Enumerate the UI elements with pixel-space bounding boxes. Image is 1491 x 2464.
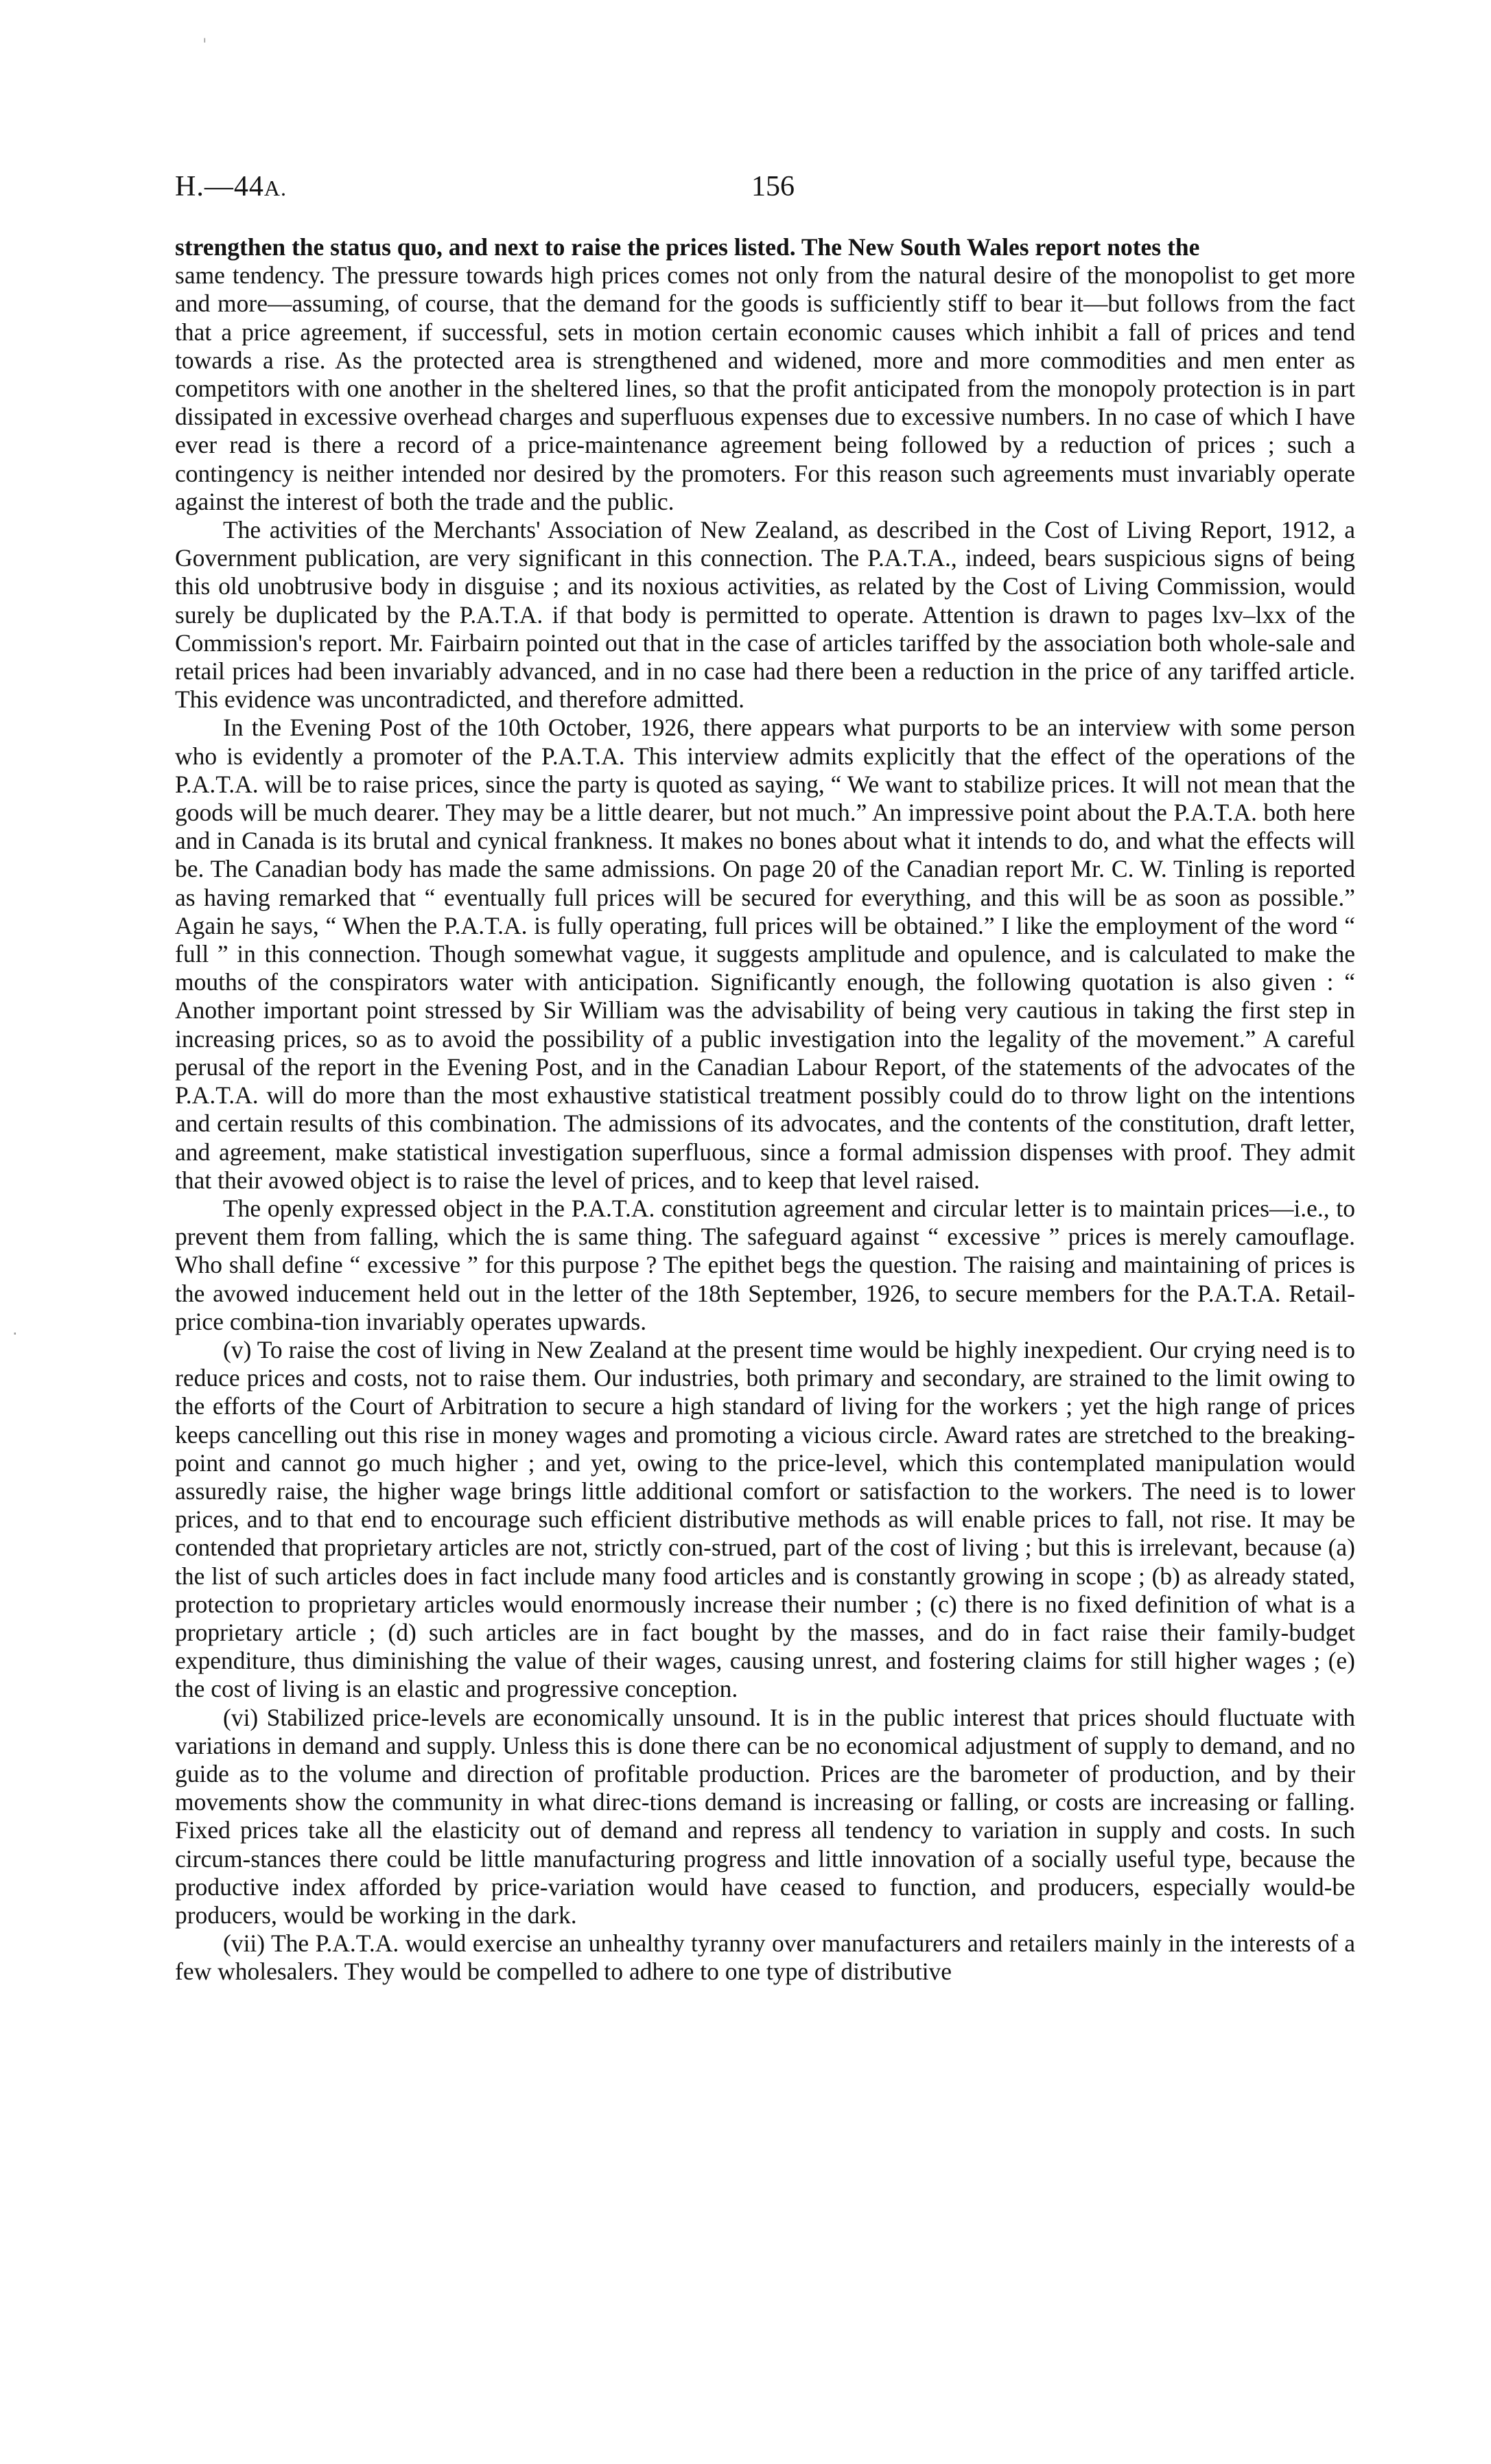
document-reference-main: H.—44 [175, 171, 264, 202]
paragraph: (vii) The P.A.T.A. would exercise an unhealthy tyranny over manufacturers and retailers mainly in the interests of a few wholesalers. They would be compelled to adhere to one type of distributive [175, 1929, 1355, 1986]
scan-speck-mark: · [12, 1324, 18, 1344]
page-header [175, 170, 1355, 211]
paragraph: The openly expressed object in the P.A.T.A. constitution agreement and circular letter is to maintain prices—i.e., to prevent them from falling, which the is same thing. The safeguard against “ excessive ” prices is merely camouflage. Who shall define “ excessive ” for this purpose ? The epithet begs the question. The raising and maintaining of prices is the avowed inducement held out in the letter of the 18th September, 1926, to secure members for the P.A.T.A. Retail-price combina-tion invariably operates upwards. [175, 1194, 1355, 1335]
paragraph: The activities of the Merchants' Association of New Zealand, as described in the Cost of Living Report, 1912, a Government publication, are very significant in this connection. The P.A.T.A., indeed, bears suspicious signs of being this old unobtrusive body in disguise ; and its noxious activities, as related by the Cost of Living Commission, would surely be duplicated by the P.A.T.A. if that body is permitted to operate. Attention is drawn to pages lxv–lxx of the Commission's report. Mr. Fairbairn pointed out that in the case of articles tariffed by the association both whole-sale and retail prices had been invariably advanced, and in no case had there been a reduction in the price of any tariffed article. This evidence was uncontradicted, and therefore admitted. [175, 516, 1355, 714]
paragraph: (vi) Stabilized price-levels are economically unsound. It is in the public interest that prices should fluctuate with variations in demand and supply. Unless this is done there can be no economical adjustment of supply to demand, and no guide as to the volume and direction of profitable production. Prices are the barometer of production, and by their movements show the community in what direc-tions demand is increasing or falling, or costs are increasing or falling. Fixed prices take all the elasticity out of demand and repress all tendency to variation in supply and costs. In such circum-stances there could be little manufacturing progress and little innovation of a socially useful type, because the productive index afforded by price-variation would have ceased to function, and producers, especially would-be producers, would be working in the dark. [175, 1703, 1355, 1929]
document-reference-suffix: A. [263, 176, 287, 200]
paragraph: In the Evening Post of the 10th October, 1926, there appears what purports to be an interview with some person who is evidently a promoter of the P.A.T.A. This interview admits explicitly that the effect of the operations of the P.A.T.A. will be to raise prices, since the party is quoted as saying, “ We want to stabilize prices. It will not mean that the goods will be much dearer. They may be a little dearer, but not much.” An impressive point about the P.A.T.A. both here and in Canada is its brutal and cynical frankness. It makes no bones about what it intends to do, and what the effects will be. The Canadian body has made the same admissions. On page 20 of the Canadian report Mr. C. W. Tinling is reported as having remarked that “ eventually full prices will be secured for everything, and this will be as soon as possible.” Again he says, “ When the P.A.T.A. is fully operating, full prices will be obtained.” I like the employment of the word “ full ” in this connection. Though somewhat vague, it suggests amplitude and opulence, and is calculated to make the mouths of the conspirators water with anticipation. Significantly enough, the following quotation is also given : “ Another important point stressed by Sir William was the advisability of being very cautious in taking the first step in increasing prices, so as to avoid the possibility of a public investigation into the legality of the movement.” A careful perusal of the report in the Evening Post, and in the Canadian Labour Report, of the statements of the advocates of the P.A.T.A. will do more than the most exhaustive statistical treatment possibly could do to throw light on the intentions and certain results of this combination. The admissions of its advocates, and the contents of the constitution, draft letter, and agreement, make statistical investigation superfluous, since a formal admission dispenses with proof. They admit that their avowed object is to raise the level of prices, and to keep that level raised. [175, 714, 1355, 1194]
paragraph: same tendency. The pressure towards high prices comes not only from the natural desire of the monopolist to get more and more—assuming, of course, that the demand for the goods is sufficiently stiff to bear it—but follows from the fact that a price agreement, if successful, sets in motion certain economic causes which inhibit a fall of prices and tend towards a rise. As the protected area is strengthened and widened, more and more commodities and men enter as competitors with one another in the sheltered lines, so that the profit anticipated from the monopoly protection is in part dissipated in excessive overhead charges and superfluous expenses due to excessive numbers. In no case of which I have ever read is there a record of a price-maintenance agreement being followed by a reduction of prices ; such a contingency is neither intended nor desired by the promoters. For this reason such agreements must invariably operate against the interest of both the trade and the public. [175, 261, 1355, 515]
scan-speck-mark: ˈ [202, 36, 207, 55]
paragraph-lead-line: strengthen the status quo, and next to raise the prices listed. The New South Wales report notes the [175, 233, 1200, 261]
document-reference [175, 170, 287, 203]
paragraph: (v) To raise the cost of living in New Zealand at the present time would be highly inexpedient. Our crying need is to reduce prices and costs, not to raise them. Our industries, both primary and secondary, are strained to the limit owing to the efforts of the Court of Arbitration to secure a high standard of living for the workers ; yet the high range of prices keeps cancelling out this rise in money wages and promoting a vicious circle. Award rates are stretched to the breaking-point and cannot go much higher ; and yet, owing to the price-level, which this contemplated manipulation would assuredly raise, the higher wage brings little additional comfort or satisfaction to the workers. The need is to lower prices, and to that end to encourage such efficient distributive methods as will enable prices to fall, not rise. It may be contended that proprietary articles are not, strictly con-strued, part of the cost of living ; but this is irrelevant, because (a) the list of such articles does in fact include many food articles and is constantly growing in scope ; (b) as already stated, protection to proprietary articles would enormously increase their number ; (c) there is no fixed definition of what is a proprietary article ; (d) such articles are in fact bought by the masses, and do in fact raise their family-budget expenditure, thus diminishing the value of their wages, causing unrest, and fostering claims for still higher wages ; (e) the cost of living is an elastic and progressive conception. [175, 1335, 1355, 1703]
body-text [175, 233, 1355, 1986]
page-number: 156 [751, 171, 795, 202]
